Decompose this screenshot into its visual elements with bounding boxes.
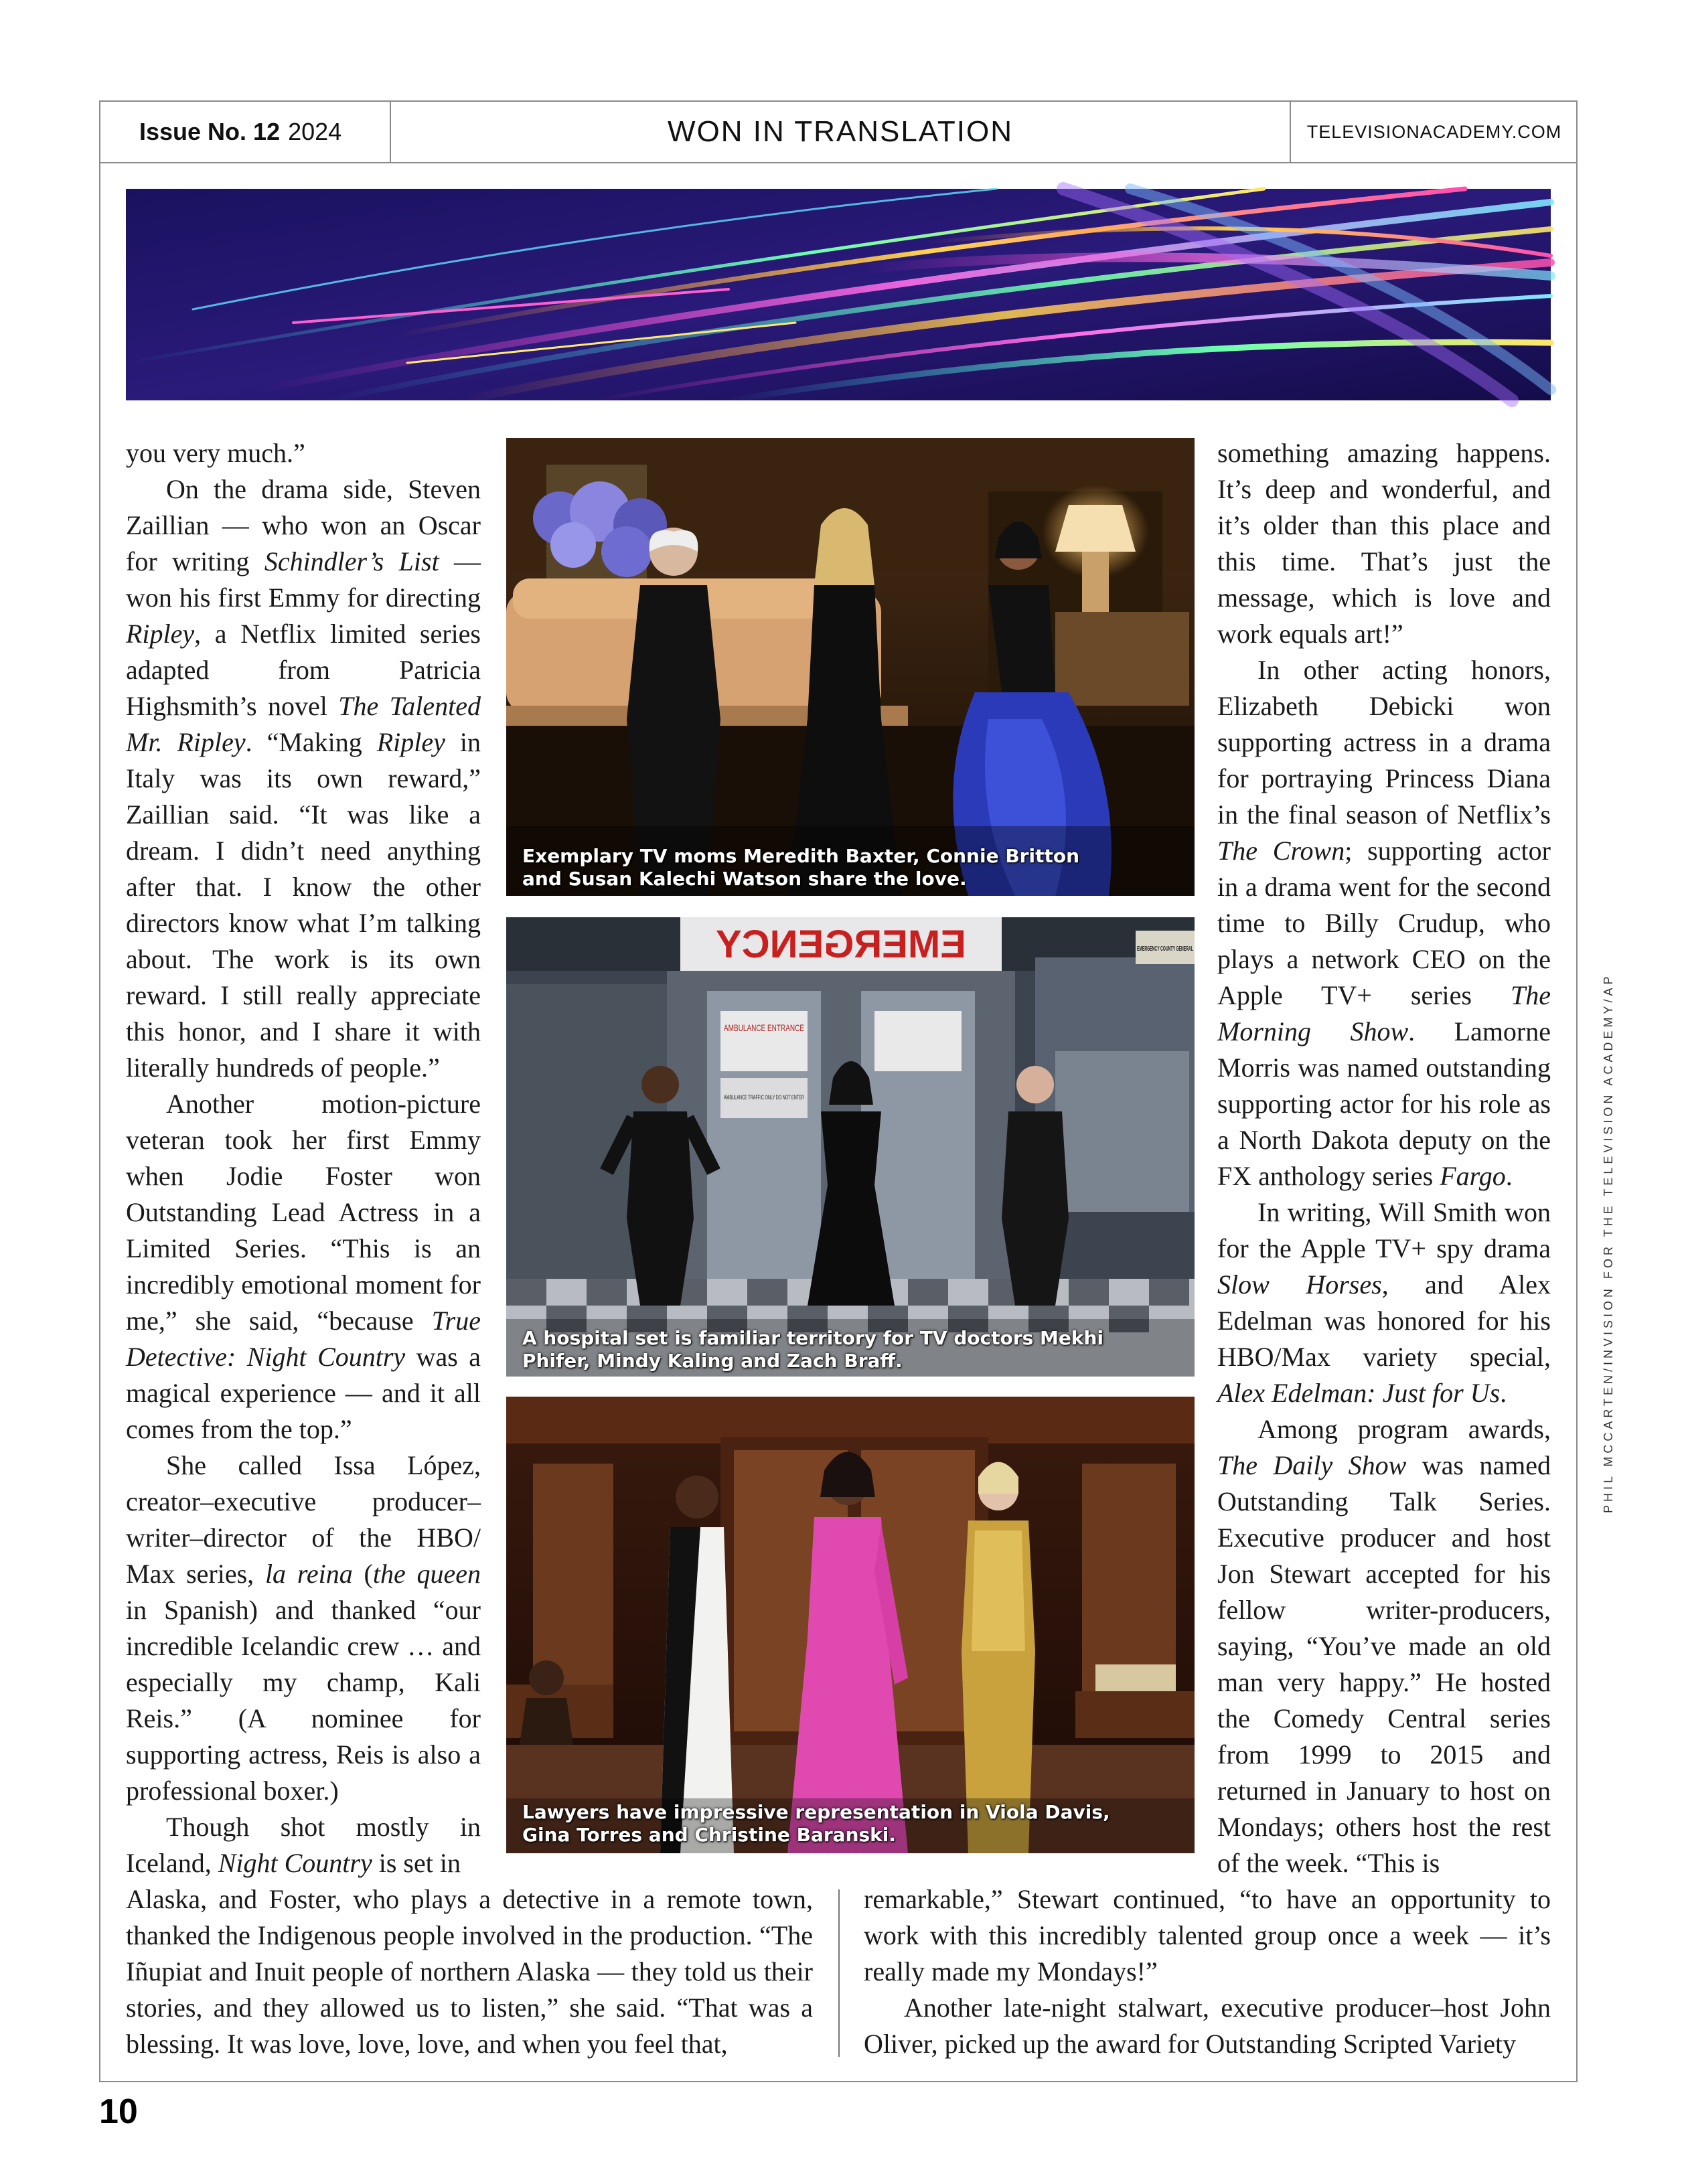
text-run: Another motion-picture veteran took her first Emmy when Jodie Foster won Outstanding Lead Actress in a Limited Series. “This is an incredibly emotional moment for me,” she said, “because [126,1089,481,1336]
photo-tv-lawyers [506,1397,1195,1853]
photo-credit: PHIL MCCARTEN/INVISION FOR THE TELEVISION ACADEMY/AP [1602,973,1615,1513]
article-paragraph [1217,435,1551,652]
text-run: Among program awards, [1257,1414,1551,1444]
text-run: in Spanish) and thanked “our incredible Icelandic crew … and especially my champ, Kali Reis.” (A nominee for supporting actress, Reis is also a professional boxer.) [126,1595,481,1806]
italic-title: the queen [372,1559,481,1589]
county-general-sign: EMERGENCY COUNTY GENERAL [1137,945,1193,953]
text-run: remarkable,” Stewart continued, “to have an opportunity to work with this incredibly talented group once a week — it’s really made my Mondays!” [864,1884,1551,1986]
article-paragraph [1217,1194,1551,1411]
article-column-right [1217,435,1551,1881]
page-number: 10 [99,2092,138,2131]
text-run: , a Netflix limited series adapted from Patricia Highsmith’s novel [126,619,481,721]
site-url: TELEVISIONACADEMY.COM [1306,121,1562,142]
article-paragraph [1217,652,1551,1194]
italic-title: Ripley [376,727,445,757]
traffic-sign: AMBULANCE TRAFFIC ONLY DO NOT ENTER [724,1094,805,1101]
banner-image [126,189,1551,400]
emergency-sign: EMERGENCY [716,923,966,966]
italic-title: la reina [264,1559,353,1589]
article-paragraph [864,1881,1551,1990]
photo-tv-moms [506,438,1195,896]
italic-title: The Morning Show [1217,980,1551,1046]
text-run: On the drama side, Steven Zaillian — who won an Oscar for writing [126,474,481,576]
text-run: — won his first Emmy for directing [126,546,481,613]
photo-tv-doctors-image [506,917,1195,1377]
text-run: is set in [372,1848,461,1878]
photo-tv-moms-image [506,438,1195,896]
issue-number [139,100,341,163]
article-paragraph [126,1086,481,1448]
italic-title: Slow Horses, [1217,1269,1389,1300]
text-run: Alaska, and Foster, who plays a detective in a remote town, thanked the Indigenous people involved in the production. “The Iñupiat and Inuit people of northern Alaska — they told us their stories, and they allowed us to listen,” she said. “That was a blessing. It was love, love, love, and when you feel that, [126,1884,813,2059]
italic-title: The Talented Mr. Ripley [126,691,481,757]
photo-tv-doctors [506,917,1195,1377]
photo-caption: Exemplary TV moms Meredith Baxter, Connie Britton and Susan Kalechi Watson share the love. [522,845,1080,890]
photo-caption: Lawyers have impressive representation in Viola Davis, Gina Torres and Christine Baranski. [522,1801,1110,1846]
italic-title: Fargo [1440,1161,1506,1191]
text-run: . [1505,1161,1513,1191]
issue-year: 2024 [288,118,342,145]
text-run: in Italy was its own reward,” Zaillian said. “It was like a dream. I didn’t need anything after that. I know the other directors know what I’m talking about. The work is its own reward. I still really appreciate this honor, and I share it with literally hundreds of people.” [126,727,481,1083]
text-run: and Alex Edelman was honored for his HBO/Max variety special, [1217,1269,1551,1372]
ambulance-sign: AMBULANCE ENTRANCE [724,1022,804,1033]
text-run: you very much.” [126,438,305,468]
section-title: WON IN TRANSLATION [668,115,1013,148]
article-paragraph [126,1809,481,1881]
text-run: In writing, Will Smith won for the Apple TV+ spy drama [1217,1197,1551,1263]
text-run: . [1500,1378,1507,1408]
text-run: ( [352,1559,373,1589]
text-run: ; supporting actor in a drama went for the second time to Billy Crudup, who plays a network CEO on the Apple TV+ series [1217,836,1551,1010]
article-column-left [126,435,481,1881]
article-paragraph [126,471,481,1086]
article-paragraph [126,1881,813,2062]
column-divider [838,1889,840,2057]
italic-title: Alex Edelman: Just for Us [1217,1378,1501,1408]
italic-title: The Daily Show [1217,1450,1407,1480]
text-run: Though shot mostly in Iceland, [126,1812,481,1878]
photo-tv-lawyers-image [506,1397,1195,1853]
text-run: was named Outstanding Talk Series. Executive producer and host Jon Stewart accepted for his fellow writer-producers, saying, “You’ve made an old man very happy.” He hosted the Comedy Central series from 1999 to 2015 and returned in January to host on Mondays; others host the rest of the week. “This is [1217,1450,1551,1878]
text-run: something amazing happens. It’s deep and wonderful, and it’s older than this place and this time. That’s just the message, which is love and work equals art!” [1217,438,1551,649]
article-paragraph [864,1990,1551,2062]
text-run: In other acting honors, Elizabeth Debicki won supporting actress in a drama for portraying Princess Diana in the final season of Netflix’s [1217,655,1551,830]
italic-title: Night Country [218,1848,372,1878]
text-run: . “Making [245,727,377,757]
text-run: Another late-night stalwart, executive producer–host John Oliver, picked up the award for Outstanding Scripted Variety [864,1993,1551,2059]
article-paragraph [126,1448,481,1809]
issue-label: Issue No. 12 [139,118,281,145]
article-bottom-left [126,1881,813,2062]
text-run: was a magical experience — and it all comes from the top.” [126,1342,481,1444]
italic-title: The Crown [1217,836,1345,866]
article-paragraph [126,435,481,471]
text-run: . Lamorne Morris was named outstanding supporting actor for his role as a North Dakota deputy on the FX anthology series [1217,1016,1551,1191]
italic-title: Schindler’s List [264,546,439,576]
article-bottom-right [864,1881,1551,2062]
italic-title: True Detective: Night Country [126,1306,481,1372]
text-run: She called Issa López, creator–executive producer–writer–director of the HBO/ Max series, [126,1450,481,1589]
article-paragraph [1217,1411,1551,1881]
photo-caption: A hospital set is familiar territory for TV doctors Mekhi Phifer, Mindy Kaling and Zach Braff. [522,1327,1104,1372]
italic-title: Ripley [126,619,195,649]
